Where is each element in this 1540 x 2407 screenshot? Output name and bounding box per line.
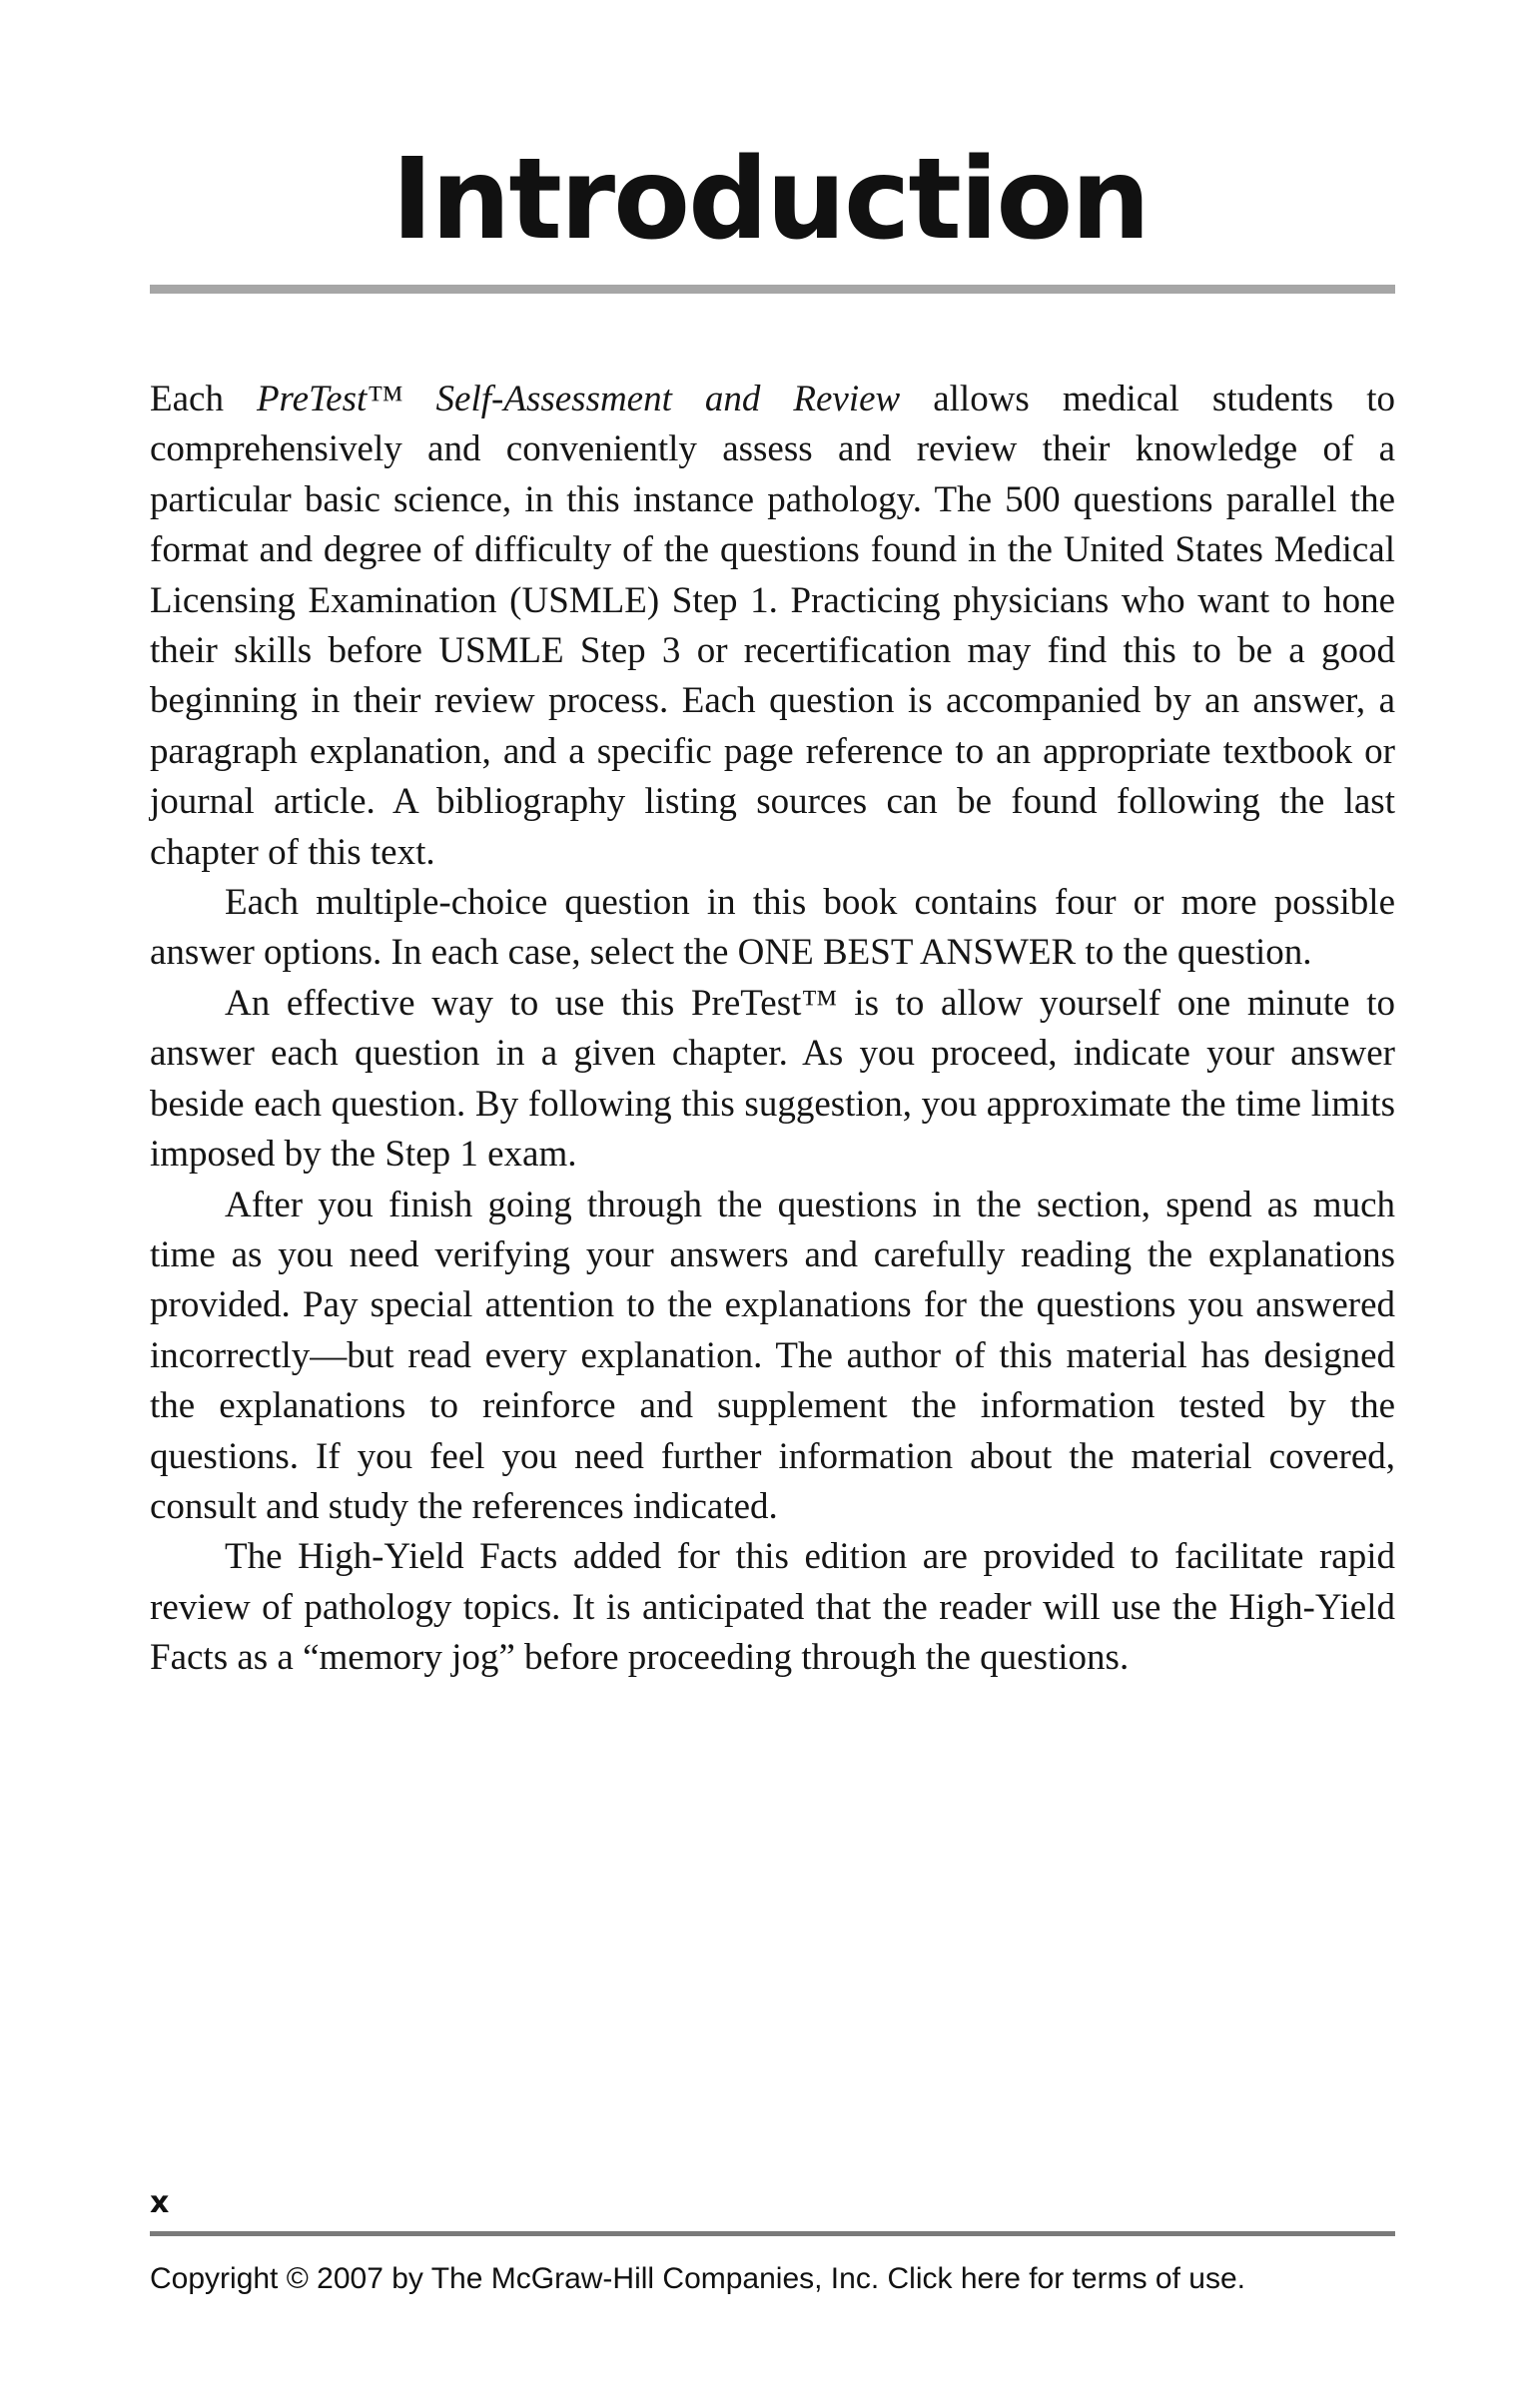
footer-divider bbox=[150, 2231, 1395, 2236]
paragraph-1 bbox=[150, 375, 1395, 878]
paragraph-5: The High-Yield Facts added for this edition are provided to facilitate rapid review of pathology topics. It is anticipated that the reader will use the High-Yield Facts as a “memory jog” before proceeding through the questions. bbox=[150, 1536, 1395, 1679]
copyright-text: Copyright © 2007 by The McGraw-Hill Companies, Inc. bbox=[150, 2262, 888, 2295]
paragraph-1-text: allows medical students to comprehensively and conveniently assess and review their knowledge of a particular basic science, in this instance pathology. The 500 questions parallel the format and degree of difficulty of the questions found in the United States Medical Licensing Examination (USMLE) Step 1. Practicing physicians who want to hone their skills before USMLE Step 3 or recertification may find this to be a good beginning in their review process. Each question is accompanied by an answer, a paragraph explanation, and a specific page reference to an appropriate textbook or journal article. A bibliography listing sources can be found following the last chapter of this text. bbox=[150, 379, 1395, 873]
copyright-footer bbox=[150, 2259, 1395, 2299]
title-divider bbox=[150, 285, 1395, 294]
paragraph-2: Each multiple-choice question in this book contains four or more possible answer options. In each case, select the ONE BEST ANSWER to the question. bbox=[150, 882, 1395, 974]
page-title: Introduction bbox=[390, 135, 1150, 265]
paragraph-3: An effective way to use this PreTest™ is to allow yourself one minute to answer each question in a given chapter. As you proceed, indicate your answer beside each question. By following this suggestion, you approximate the time limits imposed by the Step 1 exam. bbox=[150, 982, 1395, 1176]
paragraph-1-lead: Each bbox=[150, 379, 257, 419]
paragraph-4: After you finish going through the questions in the section, spend as much time as you need verifying your answers and carefully reading the explanations provided. Pay special attention to the explanations for the questions you answered incorrectly—but read every explanation. The author of this material has designed the explanations to reinforce and supplement the information tested by the questions. If you feel you need further information about the material covered, consult and study the references indicated. bbox=[150, 1184, 1395, 1527]
product-name: PreTest™ Self-Assessment and Review bbox=[256, 379, 901, 419]
introduction-body bbox=[150, 375, 1395, 1684]
page-number: x bbox=[150, 2185, 170, 2220]
terms-of-use-link[interactable]: Click here for terms of use. bbox=[887, 2262, 1245, 2295]
